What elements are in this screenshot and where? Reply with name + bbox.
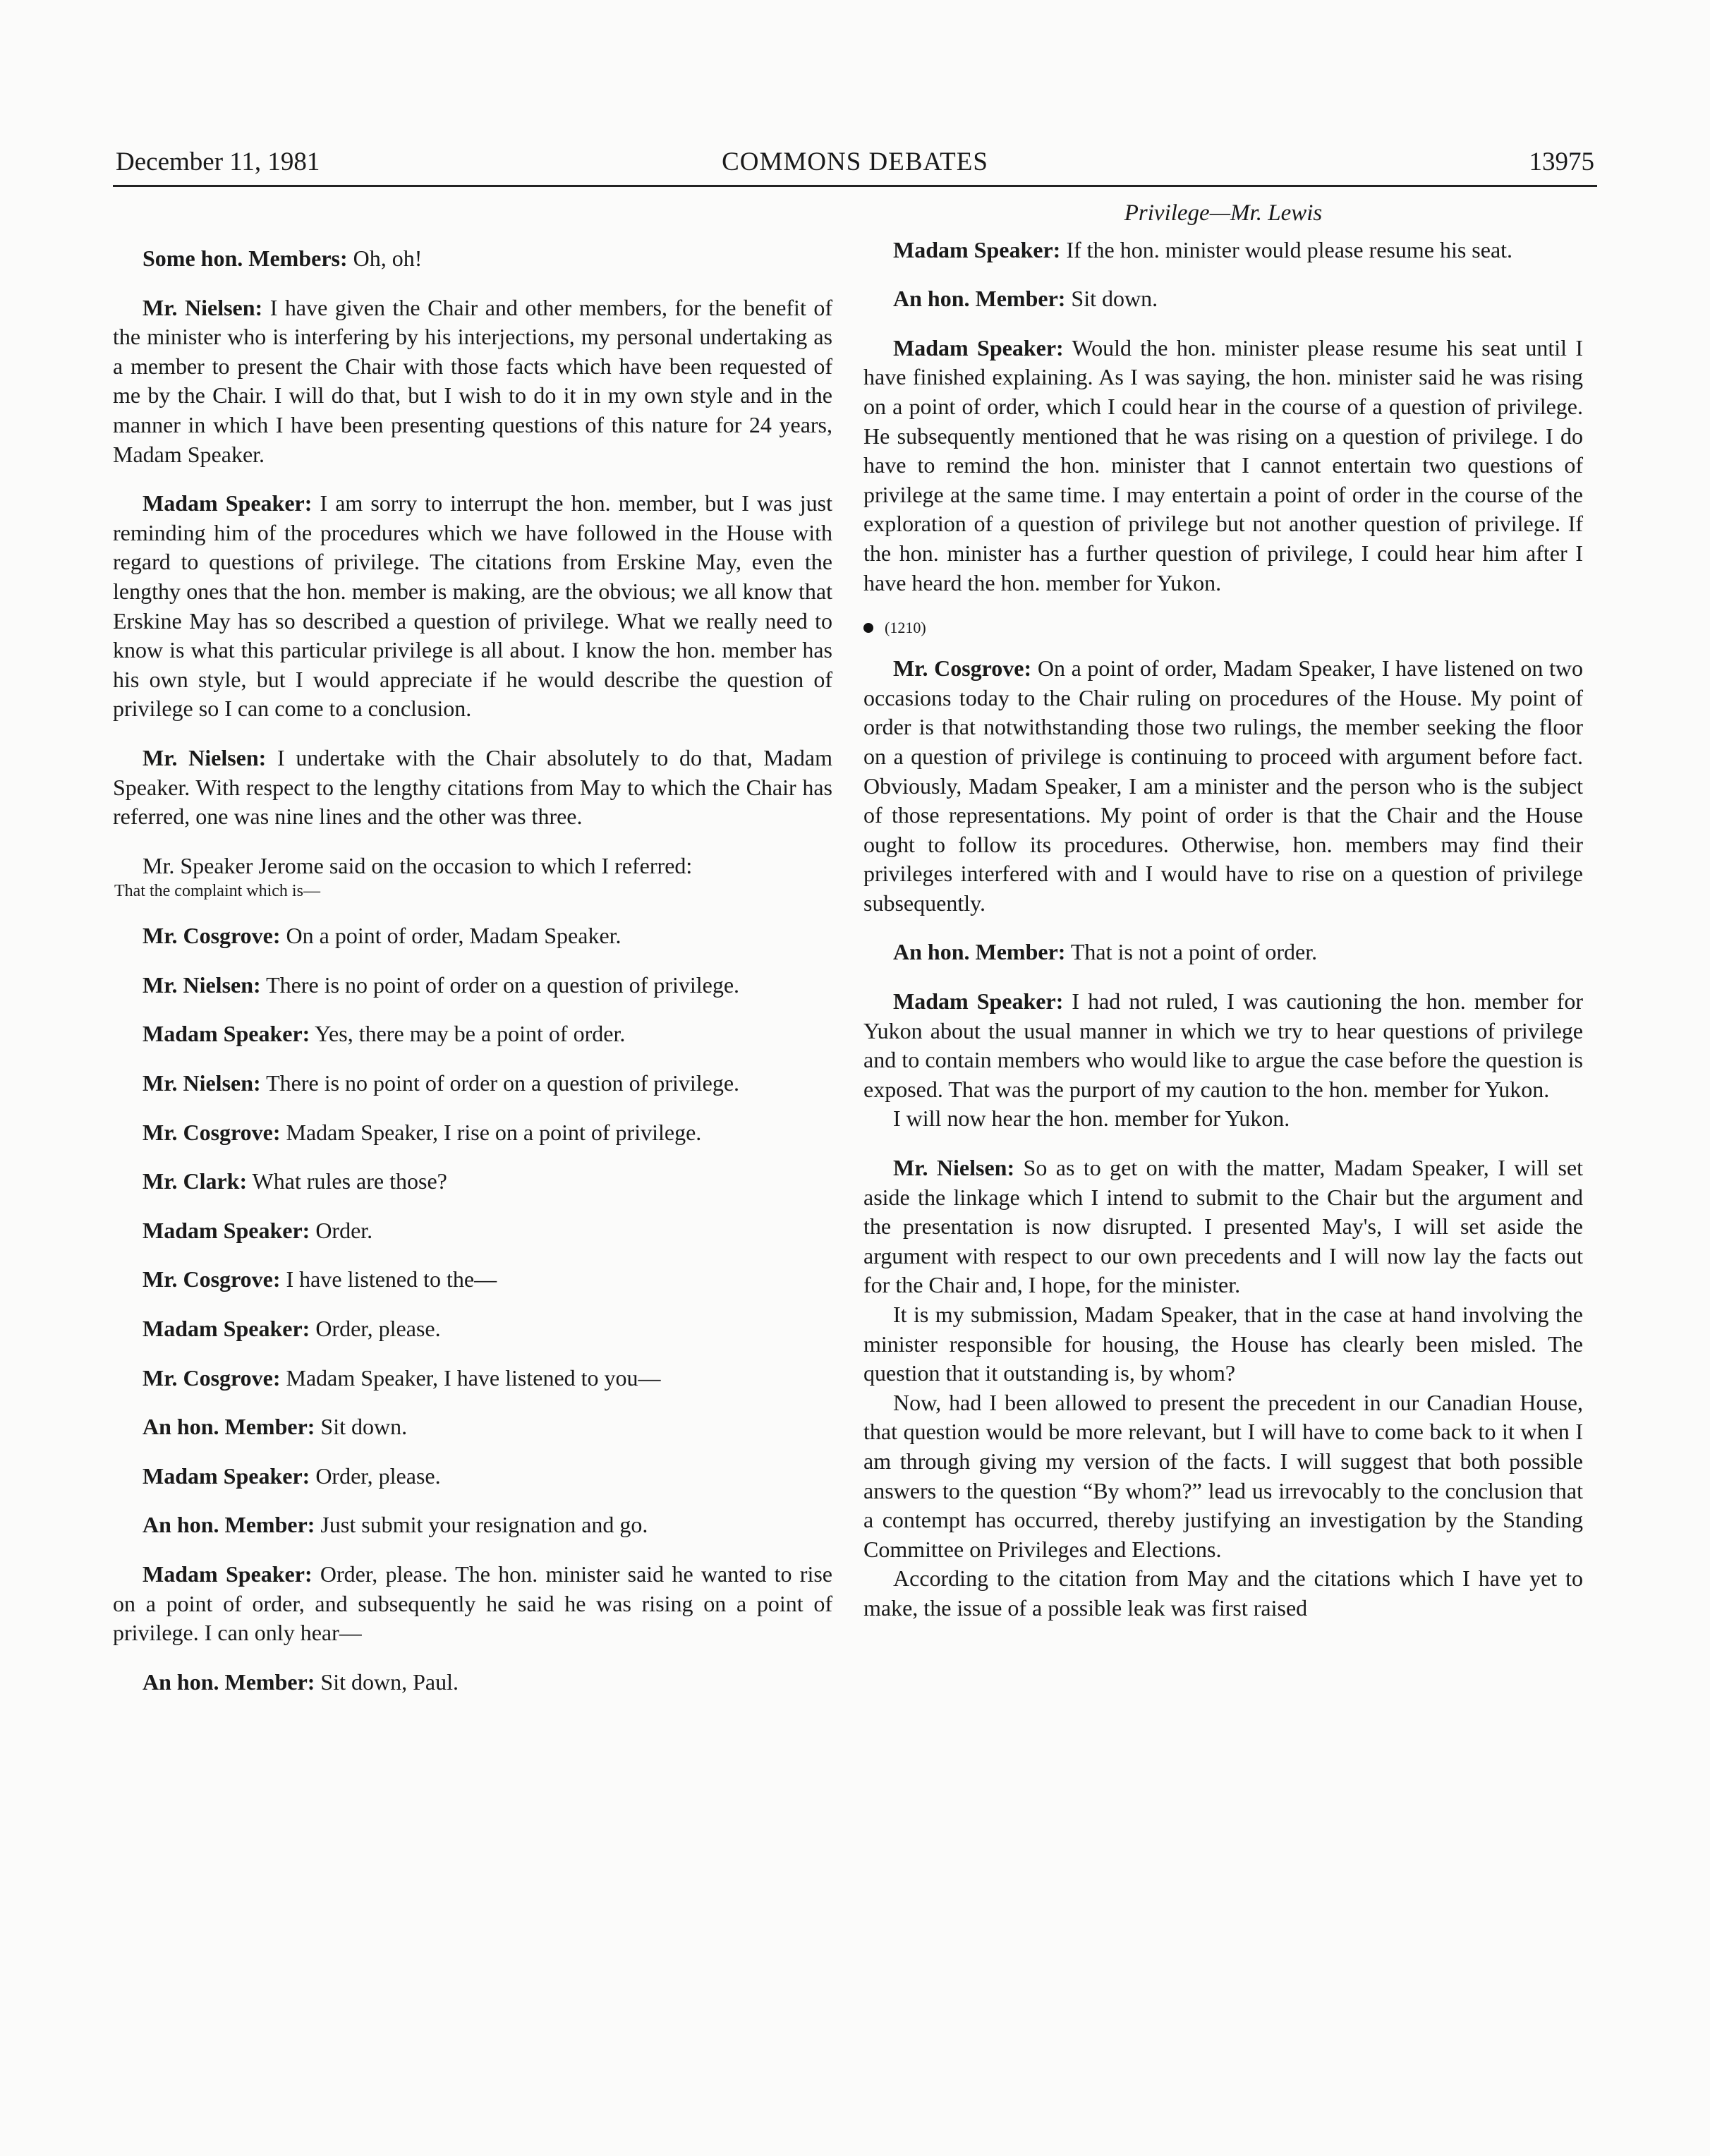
speaker: Madam Speaker: xyxy=(142,490,313,516)
speech: Sit down, Paul. xyxy=(320,1669,459,1695)
paragraph xyxy=(113,1265,832,1295)
speech: Mr. Speaker Jerome said on the occasion to which I referred: xyxy=(142,852,693,878)
speech: I will now hear the hon. member for Yukon. xyxy=(893,1106,1290,1132)
speaker: Mr. Cosgrove: xyxy=(142,1364,281,1391)
speaker: An hon. Member: xyxy=(142,1414,315,1440)
speech: Sit down. xyxy=(1071,286,1158,312)
speech: I had not ruled, I was cautioning the hon. member for Yukon about the usual manner in which we try to hear questions of privilege and to contain members who would like to argue the case before the question is exposed. That was the purport of my caution to the hon. member for Yukon. xyxy=(863,988,1584,1102)
speaker: Mr. Clark: xyxy=(142,1168,248,1194)
speech: Madam Speaker, I have listened to you— xyxy=(286,1364,661,1391)
paragraph xyxy=(113,971,832,1000)
speaker: Madam Speaker: xyxy=(893,988,1064,1015)
paragraph xyxy=(113,1510,832,1540)
speech: I have given the Chair and other members, for the benefit of the minister who is interfering by his interjections, my personal undertaking as a member to present the Chair with those facts which have been requested of me by the Chair. I will do that, but I wish to do it in my own style and in the manner in which I have been presenting questions of this nature for 24 years, Madam Speaker. xyxy=(113,294,833,467)
speech: There is no point of order on a question of privilege. xyxy=(266,1070,740,1096)
speech: I have listened to the— xyxy=(286,1266,497,1292)
speech: Madam Speaker, I rise on a point of privilege. xyxy=(286,1119,702,1145)
speaker: Mr. Nielsen: xyxy=(893,1155,1015,1181)
paragraph xyxy=(863,938,1583,967)
speaker: An hon. Member: xyxy=(142,1512,315,1538)
paragraph xyxy=(863,284,1583,314)
speaker: An hon. Member: xyxy=(142,1669,315,1695)
paragraph xyxy=(113,1668,832,1697)
paragraph xyxy=(113,1118,832,1148)
paragraph xyxy=(863,1153,1583,1300)
paragraph xyxy=(863,1104,1583,1134)
paragraph xyxy=(863,1300,1583,1388)
speaker: Madam Speaker: xyxy=(142,1316,310,1342)
block-quote: That the complaint which is— xyxy=(114,882,320,901)
paragraph xyxy=(863,654,1583,918)
speaker: Mr. Cosgrove: xyxy=(142,923,281,949)
paragraph xyxy=(113,489,832,724)
speech: According to the citation from May and the citations which I have yet to make, the issue of a possible leak was first raised xyxy=(863,1565,1583,1621)
speech: Order, please. xyxy=(315,1316,441,1342)
speaker: Mr. Cosgrove: xyxy=(893,655,1032,682)
paragraph xyxy=(113,1560,832,1648)
page-header xyxy=(113,147,1597,186)
paragraph xyxy=(113,1462,832,1491)
speaker: An hon. Member: xyxy=(893,286,1066,312)
paragraph xyxy=(113,1019,832,1049)
speech: I am sorry to interrupt the hon. member, but I was just reminding him of the procedures which we have followed in the House with regard to questions of privilege. The citations from Erskine May, even the lengthy ones that the hon. member is making, are the obvious; we all know that Erskine May has so described a question of privilege. What we really need to know is what this particular privilege is all about. I know the hon. member has his own style, but I would appreciate if he would describe the question of privilege so I can come to a conclusion. xyxy=(113,490,833,722)
speaker: Mr. Nielsen: xyxy=(142,971,261,998)
paragraph xyxy=(113,1314,832,1344)
running-head: Privilege—Mr. Lewis xyxy=(1124,200,1323,226)
speech: Just submit your resignation and go. xyxy=(320,1512,648,1538)
speech: Would the hon. minister please resume his seat until I have finished explaining. As I was saying, the hon. minister said he was rising on a point of order, which I could hear in the course of a question of privilege. He subsequently mentioned that he was rising on a question of privilege. I do have to remind the hon. minister that I cannot entertain two questions of privilege at the same time. I may entertain a point of order in the course of the exploration of a question of privilege but not another question of privilege. If the hon. minister has a further question of privilege, I could hear him after I have heard the hon. member for Yukon. xyxy=(863,334,1584,595)
speaker: Madam Speaker: xyxy=(893,334,1064,361)
speaker: Mr. Nielsen: xyxy=(142,744,267,770)
paragraph xyxy=(113,244,832,274)
paragraph xyxy=(113,1364,832,1393)
time-marker xyxy=(863,617,1583,638)
speaker: Some hon. Members: xyxy=(142,246,348,271)
speech: Yes, there may be a point of order. xyxy=(315,1021,626,1047)
speech: Order, please. The hon. minister said he wanted to rise on a point of order, and subsequently he said he was rising on a point of privilege. I can only hear— xyxy=(113,1561,832,1646)
speaker: Madam Speaker: xyxy=(893,236,1061,262)
paragraph xyxy=(113,921,832,951)
speech: I undertake with the Chair absolutely to do that, Madam Speaker. With respect to the lengthy citations from May to which the Chair has referred, one was nine lines and the other was three. xyxy=(113,744,833,830)
speech: It is my submission, Madam Speaker, that in the case at hand involving the minister responsible for housing, the House has clearly been misled. The question that it outstanding is, by whom? xyxy=(863,1302,1583,1386)
speaker: Mr. Nielsen: xyxy=(142,294,263,320)
bullet-icon xyxy=(863,623,873,633)
paragraph xyxy=(113,852,832,881)
speaker: Madam Speaker: xyxy=(142,1462,310,1489)
paragraph xyxy=(113,1216,832,1246)
speaker: Mr. Cosgrove: xyxy=(142,1119,281,1145)
paragraph xyxy=(113,293,832,470)
speaker: An hon. Member: xyxy=(893,939,1066,965)
paragraph xyxy=(113,1069,832,1098)
speaker: Mr. Cosgrove: xyxy=(142,1266,281,1292)
speech: Sit down. xyxy=(320,1414,408,1440)
speech: What rules are those? xyxy=(252,1168,447,1194)
paragraph xyxy=(863,236,1583,265)
speaker: Madam Speaker: xyxy=(142,1561,313,1587)
speech: So as to get on with the matter, Madam Speaker, I will set aside the linkage which I intend to submit to the Chair but the argument and the presentation is now disrupted. I presented May's, I will set aside the argument with respect to our own precedents and I will now lay the facts out for the Chair and, I hope, for the minister. xyxy=(863,1155,1584,1298)
speech: On a point of order, Madam Speaker. xyxy=(286,923,621,949)
paragraph xyxy=(113,1167,832,1197)
speech: There is no point of order on a question of privilege. xyxy=(266,971,740,998)
time-marker-text: (1210) xyxy=(885,619,926,637)
paragraph xyxy=(113,1412,832,1442)
paragraph xyxy=(863,334,1583,598)
speech: That is not a point of order. xyxy=(1070,939,1318,965)
speech: On a point of order, Madam Speaker, I have listened on two occasions today to the Chair ruling on procedures of the House. My point of order is that notwithstanding those two rulings, the member seeking the floor on a question of privilege is continuing to proceed with argument before fact. Obviously, Madam Speaker, I am a minister and the person who is the subject of those representations. My point of order is that the Chair and the House ought to follow its procedures. Otherwise, hon. members may find their privileges interfered with and I would have to rise on a question of privilege subsequently. xyxy=(863,655,1584,916)
paragraph xyxy=(113,744,832,832)
right-column xyxy=(863,199,1583,1623)
speaker: Madam Speaker: xyxy=(142,1217,310,1243)
header-page-number: 13975 xyxy=(1529,147,1594,176)
header-publication: COMMONS DEBATES xyxy=(722,147,988,176)
paragraph xyxy=(863,987,1583,1104)
speech: Now, had I been allowed to present the precedent in our Canadian House, that question would be more relevant, but I will have to come back to it when I am through giving my version of the facts. I will suggest that both possible answers to the question “By whom?” lead us irrevocably to the conclusion that a contempt has occurred, thereby justifying an investigation by the Standing Committee on Privileges and Elections. xyxy=(863,1389,1583,1562)
paragraph xyxy=(863,1388,1583,1565)
speech: Order. xyxy=(315,1217,373,1243)
speech: Order, please. xyxy=(315,1462,441,1489)
speech: Oh, oh! xyxy=(353,246,423,271)
paragraph xyxy=(863,1564,1583,1623)
left-column xyxy=(113,199,832,1716)
header-date: December 11, 1981 xyxy=(116,147,320,176)
speaker: Madam Speaker: xyxy=(142,1021,310,1047)
speaker: Mr. Nielsen: xyxy=(142,1070,261,1096)
header-rule xyxy=(113,185,1597,187)
speech: If the hon. minister would please resume his seat. xyxy=(1066,236,1513,262)
